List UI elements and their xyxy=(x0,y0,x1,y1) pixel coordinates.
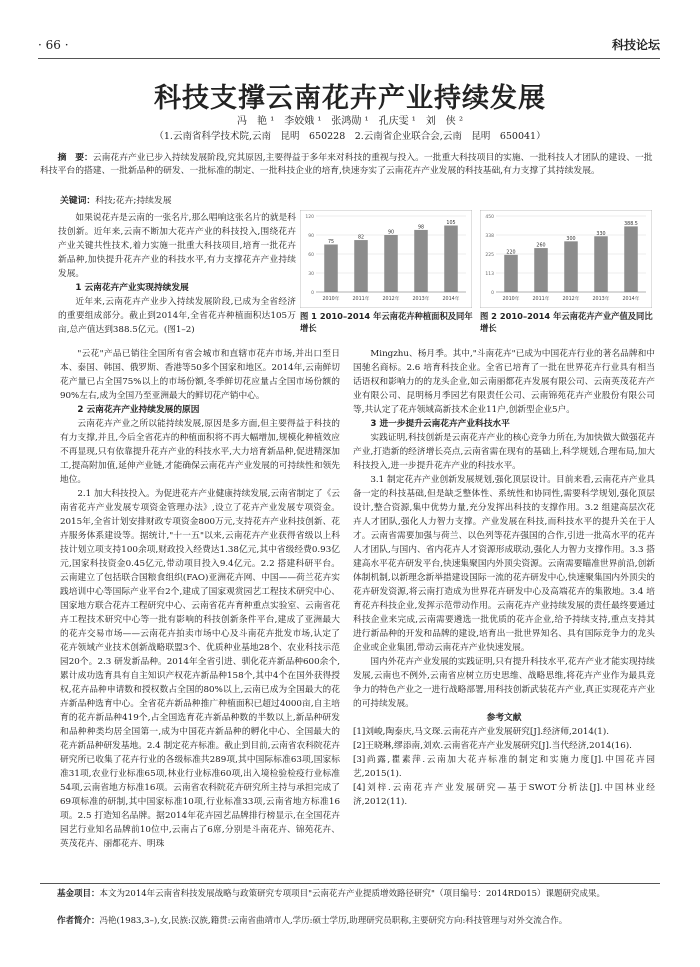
figure-1-caption: 图 1 2010–2014 年云南花卉种植面积及同年增长 xyxy=(300,311,473,333)
y-tick-label: 30 xyxy=(308,272,314,277)
data-label: 300 xyxy=(566,236,576,242)
section-heading-2: 2 云南花卉产业持续发展的原因 xyxy=(77,405,200,415)
x-tick-label: 2013年 xyxy=(412,297,430,302)
bar xyxy=(324,245,338,293)
author-bio-label: 作者简介： xyxy=(57,916,100,926)
bar xyxy=(384,235,398,292)
intro-paragraph: 如果说花卉是云南的一张名片,那么唱响这张名片的就是科技创新。近年来,云南不断加大花卉产业的科技投入,围绕花卉产业关键共性技术,着力实施一批重大科技项目,培育一批花卉新品种,加快提升花卉产业的科技水平,有力支撑花卉产业持续发展。 xyxy=(58,213,296,279)
body-paragraph: 国内外花卉产业发展的实践证明,只有提升科技水平,花卉产业才能实现持续发展,云南也不例外,云南省应树立历史思维、战略思维,将花卉产业作为最具竞争力的特色产业之一进行战略部署,用科技创新武装花卉产业,真正实现花卉产业的可持续发展。 xyxy=(353,657,655,709)
y-tick-label: 225 xyxy=(485,253,494,258)
section-heading-1: 1 云南花卉产业实现持续发展 xyxy=(75,283,189,293)
keywords-text: 科技;花卉;持续发展 xyxy=(95,196,172,206)
references-title: 参考文献 xyxy=(486,713,522,723)
x-tick-label: 2010年 xyxy=(502,297,520,302)
data-label: 98 xyxy=(417,225,425,231)
section-heading-3: 3 进一步提升云南花卉产业科技水平 xyxy=(370,419,510,429)
bar xyxy=(354,240,368,292)
keywords-label: 关键词： xyxy=(60,196,96,206)
footnote-rule xyxy=(40,883,660,884)
reference-item: [1]刘峻,陶泰庆,马文琛.云南花卉产业发展研究[J].经济师,2014(1). xyxy=(353,727,609,737)
footnote-author xyxy=(40,915,660,928)
page-number: · 66 · xyxy=(38,38,69,52)
x-tick-label: 2011年 xyxy=(532,297,550,302)
bar xyxy=(444,226,458,293)
body-paragraph: Mingzhu、杨月季。其中,"斗南花卉"已成为中国花卉行业的著名品牌和中国驰名商标。2.6 培育科技企业。全省已培育了一批在世界花卉行业具有相当话语权和影响力的的龙头企业,如云南丽都花卉发展有限公司、云南英茂花卉产业有限公司、昆明杨月季园艺有限责任公司、云南锦苑花卉产业股份有限公司等,共认定了花卉领域高新技术企业11户,创新型企业5户。 xyxy=(353,349,655,415)
x-tick-label: 2010年 xyxy=(322,297,340,302)
data-label: 260 xyxy=(536,243,546,249)
reference-item: [4]刘梓.云南花卉产业发展研究—基于SWOT分析法[J].中国林业经济,2012(11). xyxy=(353,783,655,807)
body-paragraph: "云花"产品已销往全国所有省会城市和直辖市花卉市场,并出口至日本、泰国、韩国、俄罗斯、香港等50多个国家和地区。2014年,云南鲜切花产量已占全国75%以上的市场份额,冬季鲜切花应量占全国市场份额的90%左右,成为全国乃至亚洲最大的鲜切花产销中心。 xyxy=(60,349,340,401)
abstract-label: 摘 要： xyxy=(57,153,93,163)
page-header xyxy=(38,36,660,56)
y-tick-label: 120 xyxy=(305,215,314,220)
bar xyxy=(534,248,548,292)
body-paragraph: 3.1 制定花卉产业创新发展规划,强化顶层设计。目前来看,云南花卉产业具备一定的科技基础,但是缺乏整体性、系统性和协同性,需要科学规划,强化顶层设计,整合资源,集中优势力量,充分发挥出科技的支撑作用。3.2 组建高层次花卉人才团队,强化人力智力支撑。产业发展在科技,而科技水平的提升关在于人才。云南省需要加强与荷兰、以色列等花卉强国的合作,引进一批高水平的花卉人才团队,与国内、省内花卉人才资源形成联动,强化人力智力支撑作用。3.3 搭建高水平花卉研发平台,快速集聚国内外顶尖资源。云南需要瞄准世界前沿,创新体制机制,以新理念新举措建设国际一流的花卉研发中心,快速聚集国内外顶尖的花卉研发资源,将云南打造成为世界花卉研发中心及高端花卉的集散地。3.4 培育花卉科技企业,发挥示范带动作用。云南花卉产业持续发展的责任最终要通过科技企业来完成,云南需要遴选一批优质的花卉企业,给予持续支持,重点支持其进行新品种的开发和品牌的建设,培育出一批世界知名、具有国际竞争力的龙头企业或企业集团,带动云南花卉产业快速发展。 xyxy=(353,475,655,653)
column-left xyxy=(60,347,340,851)
footnote-fund xyxy=(40,888,660,901)
abstract xyxy=(40,152,660,178)
keywords xyxy=(60,193,660,206)
y-tick-label: 0 xyxy=(491,291,494,296)
x-tick-label: 2014年 xyxy=(442,297,460,302)
fund-text: 本文为2014年云南省科技发展战略与政策研究专项项目"云南花卉产业提质增效路径研究"（项目编号：2014RD015）课题研究成果。 xyxy=(99,889,606,899)
figure-1-chart xyxy=(300,210,472,308)
data-label: 82 xyxy=(357,235,365,241)
journal-section: 科技论坛 xyxy=(611,38,660,52)
data-label: 220 xyxy=(506,250,516,256)
reference-item: [2]王晓琳,缪添南,刘欢.云南省花卉产业发展研究[J].当代经济,2014(16). xyxy=(353,741,632,751)
y-tick-label: 450 xyxy=(485,215,494,220)
x-tick-label: 2012年 xyxy=(562,297,580,302)
body-paragraph: 2.1 加大科技投入。为促进花卉产业健康持续发展,云南省制定了《云南省花卉产业发展专项资金管理办法》,设立了花卉产业发展专项资金。2015年,全省计划安排财政专项资金800万元,支持花卉产业科技创新、花卉服务体系建设等。据统计,"十一五"以来,云南花卉产业获得省级以上科技计划立项支持100余项,财政投入经费达1.38亿元,其中省级经费0.93亿元,国家科技资金0.45亿元,带动项目投入9.4亿元。2.2 搭建科研平台。云南建立了包括联合国粮食组织(FAO)亚洲花卉网、中国——荷兰花卉实践培训中心等国际产业平台2个,建成了国家观赏园艺工程技术研究中心、国家地方联合花卉工程研究中心、云南省花卉育种重点实验室、云南省花卉工程技术研究中心等一批有影响的科技创新条件平台,建成了亚洲最大的花卉交易市场——云南花卉拍卖市场中心及斗南花卉批发市场,认定了花卉领域产业技术创新战略联盟3个、优质种业基地28个、农业科技示范园20个。2.3 研发新品种。2014年全省引进、驯化花卉新品种600余个,累计成功选育具有自主知识产权花卉新品种158个,其中4个在国外获得授权,花卉品种申请数和授权数占全国的80%以上,云南已成为全国最大的花卉新品种选育中心。全省花卉新品种推广种植面积已超过4000亩,自主培育的花卉新品种419个,占全国选育花卉新品种数的半数以上,新品种研发和品种种类均居全国第一,成为中国花卉新品种的孵化中心、全国最大的花卉新品种研发基地。2.4 制定花卉标准。截止到目前,云南省农科院花卉研究所已收集了花卉行业的各级标准共289项,其中国际标准63项,国家标准31项,农业行业标准65项,林业行业标准60项,出入境检验检疫行业标准54项,云南省地方标准16项。云南省农科院花卉研究所主持与承担完成了69项标准的研制,其中国家标准10项,行业标准33项,云南省地方标准16项。2.5 打造知名品牌。据2014年花卉园艺品牌排行榜显示,在全国花卉园艺行业知名品牌前10位中,云南占了6席,分别是斗南花卉、锦苑花卉、英茂花卉、丽都花卉、明珠 xyxy=(60,489,340,849)
section1-paragraph: 近年来,云南花卉产业步入持续发展阶段,已成为全省经济的重要组成部分。截止到2014年,全省花卉种植面积达105万亩,总产值达到388.5亿元。(图1–2) xyxy=(58,297,296,335)
author-bio-text: 冯艳(1983,3–),女,民族:汉族,籍贯:云南省曲靖市人,学历:硕士学历,助理研究员职称,主要研究方向:科技管理与对外交流合作。 xyxy=(99,916,568,926)
y-tick-label: 338 xyxy=(485,234,494,239)
bar xyxy=(414,230,428,292)
reference-item: [3]尚露,瞿素萍.云南加大花卉标准的制定和实施力度[J].中国花卉园艺,2015(1). xyxy=(353,755,655,779)
header-rule xyxy=(38,58,660,59)
article-title: 科技支撑云南花卉产业持续发展 xyxy=(154,83,546,114)
bar xyxy=(564,241,578,292)
y-tick-label: 113 xyxy=(485,272,494,277)
data-label: 388.5 xyxy=(624,221,638,227)
bar xyxy=(504,255,518,292)
x-tick-label: 2011年 xyxy=(352,297,370,302)
y-tick-label: 90 xyxy=(308,234,314,239)
x-tick-label: 2013年 xyxy=(592,297,610,302)
x-tick-label: 2012年 xyxy=(382,297,400,302)
authors: 冯 艳 ¹ 李姣娥 ¹ 张鸿勋 ¹ 孔庆雯 ¹ 刘 侠 ² xyxy=(237,116,463,127)
column-right xyxy=(353,347,655,809)
affiliation: （1.云南省科学技术院,云南 昆明 650228 2.云南省企业联合会,云南 昆明 650041） xyxy=(154,131,546,142)
column-intro xyxy=(58,211,296,337)
y-tick-label: 60 xyxy=(308,253,314,258)
bar xyxy=(594,236,608,292)
x-tick-label: 2014年 xyxy=(622,297,640,302)
data-label: 75 xyxy=(327,240,335,245)
data-label: 105 xyxy=(446,221,456,226)
body-paragraph: 云南花卉产业之所以能持续发展,原因是多方面,但主要得益于科技的有力支撑,并且,今后全省花卉的种植面积将不再大幅增加,规模化种植效应不再显现,只有依靠提升花卉产业的科技水平,大力培育新品种,促进精深加工,提高附加值,延伸产业链,才能确保云南花卉产业发展的可持续性和领先地位。 xyxy=(60,419,340,485)
abstract-text: 云南花卉产业已步入持续发展阶段,究其原因,主要得益于多年来对科技的重视与投入。一批重大科技项目的实施、一批科技人才团队的建设、一批科技平台的搭建、一批新品种的研发、一批标准的制定、一批科技企业的培育,快速夯实了云南花卉产业发展的科技基础,有力支撑了其持续发展。 xyxy=(40,153,653,176)
data-label: 90 xyxy=(387,230,395,236)
figure-2-caption: 图 2 2010–2014 年云南花卉产业产值及同比增长 xyxy=(480,311,653,333)
data-label: 330 xyxy=(596,231,606,237)
bar xyxy=(624,226,638,292)
y-tick-label: 0 xyxy=(311,291,314,296)
figure-2-chart xyxy=(480,210,652,308)
fund-label: 基金项目： xyxy=(57,889,100,899)
body-paragraph: 实践证明,科技创新是云南花卉产业的核心竞争力所在,为加快做大做强花卉产业,打造新的经济增长亮点,云南省需在现有的基础上,科学规划,合理布局,加大科技投入,进一步提升花卉产业的科技水平。 xyxy=(353,433,655,471)
